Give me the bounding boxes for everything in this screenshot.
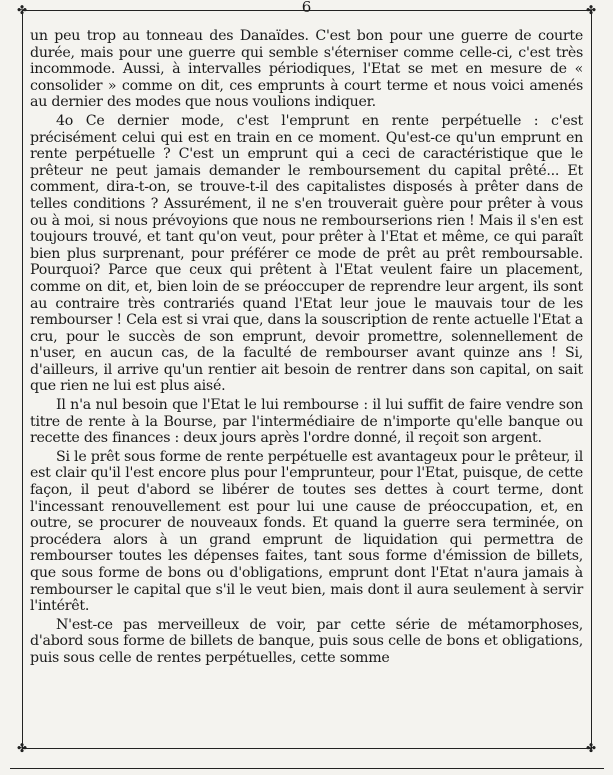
bottom-rule-outer <box>10 768 604 769</box>
bottom-rule <box>22 748 592 749</box>
paragraph-1: un peu trop au tonneau des Danaïdes. C'est bon pour une guerre de courte durée, mais pour une guerre qui semble s'éterniser comme celle-ci, c'est très incommode. Aussi, à intervalles périodiques, l'Etat se met en mesure de « consolider » comme on dit, ces emprunts à court terme et nous voici amenés au dernier des modes que nous voulions indiquer. <box>30 28 583 111</box>
paragraph-3: Il n'a nul besoin que l'Etat le lui rembourse : il lui suffit de faire vendre son titre de rente à la Bourse, par l'intermédiaire de n'importe qu'elle banque ou recette des finances : deux jours après l'ordre donné, il reçoit son argent. <box>30 397 583 447</box>
paragraph-2: 4o Ce dernier mode, c'est l'emprunt en rente perpétuelle : c'est précisément celui qui est en train en ce moment. Qu'est-ce qu'un emprunt en rente perpétuelle ? C'est un emprunt qui a ceci de caractéristique que le prêteur ne peut jamais demander le remboursement du capital prêté... Et comment, dira-t-on, se trouve-t-il des capitalistes disposés à prêter dans de telles conditions ? Assurément, il ne s'en trouverait guère pour prêter à vous ou à moi, si nous prévoyions que nous ne rembourserions rien ! Mais il s'en est toujours trouvé, et tant qu'on veut, pour prêter à l'Etat et même, ce qui paraît bien plus surprenant, pour préférer ce mode de prêt au prêt remboursable. Pourquoi? Parce que ceux qui prêtent à l'Etat veulent faire un placement, comme on dit, et, bien loin de se préoccuper de reprendre leur argent, ils sont au contraire très contrariés quand l'Etat leur joue le mauvais tour de les rembourser ! Cela est si vrai que, dans la souscription de rente actuelle l'Etat a cru, pour le succès de son emprunt, devoir promettre, solennellement de n'user, en aucun cas, de la faculté de rembourser avant quinze ans ! Si, d'ailleurs, il arrive qu'un rentier ait besoin de rentrer dans son capital, on sait que rien ne lui est plus aisé. <box>30 112 583 395</box>
page-number: 6 <box>301 0 312 16</box>
right-rule <box>591 10 592 748</box>
corner-ornament-bottom-left: ✤ <box>16 741 28 755</box>
corner-ornament-top-left: ✤ <box>16 3 28 17</box>
paragraph-5: N'est-ce pas merveilleux de voir, par cette série de métamorphoses, d'abord sous forme de billets de banque, puis sous celle de bons et obligations, puis sous celle de rentes perpétuelles, cette somme <box>30 616 583 666</box>
left-rule <box>22 10 23 748</box>
corner-ornament-bottom-right: ✤ <box>585 741 597 755</box>
corner-ornament-top-right: ✤ <box>585 3 597 17</box>
paragraph-4: Si le prêt sous forme de rente perpétuelle est avantageux pour le prêteur, il est clair qu'il l'est encore plus pour l'emprunteur, pour l'Etat, puisque, de cette façon, il peut d'abord se libérer de toutes ses dettes à court terme, dont l'incessant renouvellement est pour lui une cause de préoccupation, et, en outre, se procurer de nouveaux fonds. Et quand la guerre sera terminée, on procédera alors à un grand emprunt de liquidation qui permettra de rembourser toutes les dépenses faites, tant sous forme d'émission de billets, que sous forme de bons ou d'obligations, emprunt dont l'Etat n'aura jamais à rembourser le capital que s'il le veut bien, mais dont il aura seulement à servir l'intérêt. <box>30 448 583 615</box>
body-text <box>30 28 583 667</box>
